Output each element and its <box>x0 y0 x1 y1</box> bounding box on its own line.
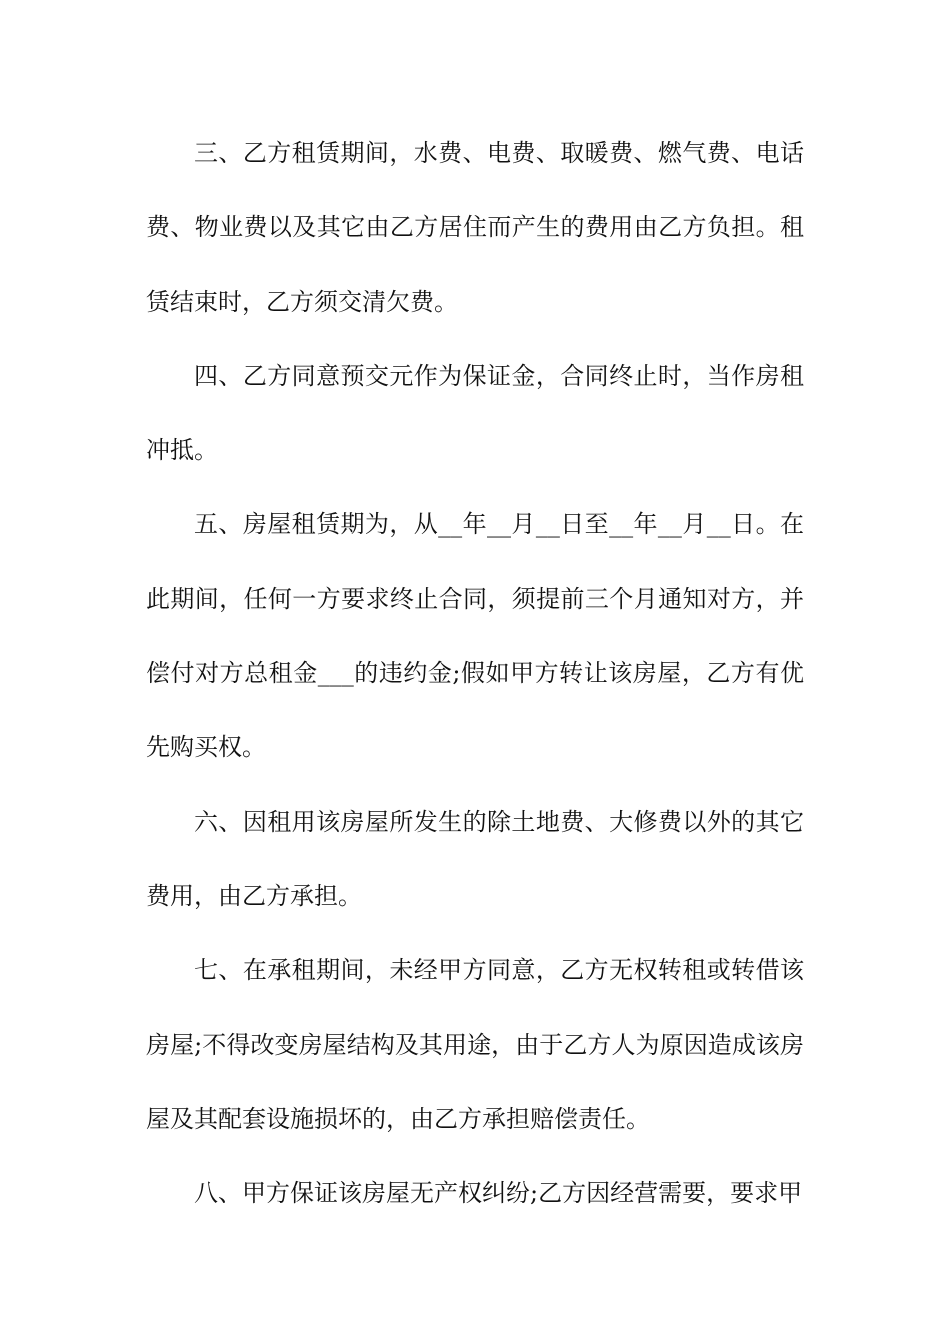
clause-6-paragraph: 六、因租用该房屋所发生的除土地费、大修费以外的其它费用，由乙方承担。 <box>146 807 804 910</box>
clause-4-paragraph: 四、乙方同意预交元作为保证金，合同终止时，当作房租冲抵。 <box>146 361 804 465</box>
clause-3-paragraph: 三、乙方租赁期间，水费、电费、取暖费、燃气费、电话费、物业费以及其它由乙方居住而产生的费用由乙方负担。租赁结束时，乙方须交清欠费。 <box>146 139 804 316</box>
document-body <box>146 116 804 1230</box>
clause-8-paragraph: 八、甲方保证该房屋无产权纠纷;乙方因经营需要，要求甲 <box>194 1179 803 1208</box>
clause-7-paragraph: 七、在承租期间，未经甲方同意，乙方无权转租或转借该房屋;不得改变房屋结构及其用途，由于乙方人为原因造成该房屋及其配套设施损坏的，由乙方承担赔偿责任。 <box>146 956 804 1133</box>
clause-5-paragraph: 五、房屋租赁期为，从__年__月__日至__年__月__日。在此期间，任何一方要求终止合同，须提前三个月通知对方，并偿付对方总租金___的违约金;假如甲方转让该房屋，乙方有优先购买权。 <box>146 510 804 762</box>
